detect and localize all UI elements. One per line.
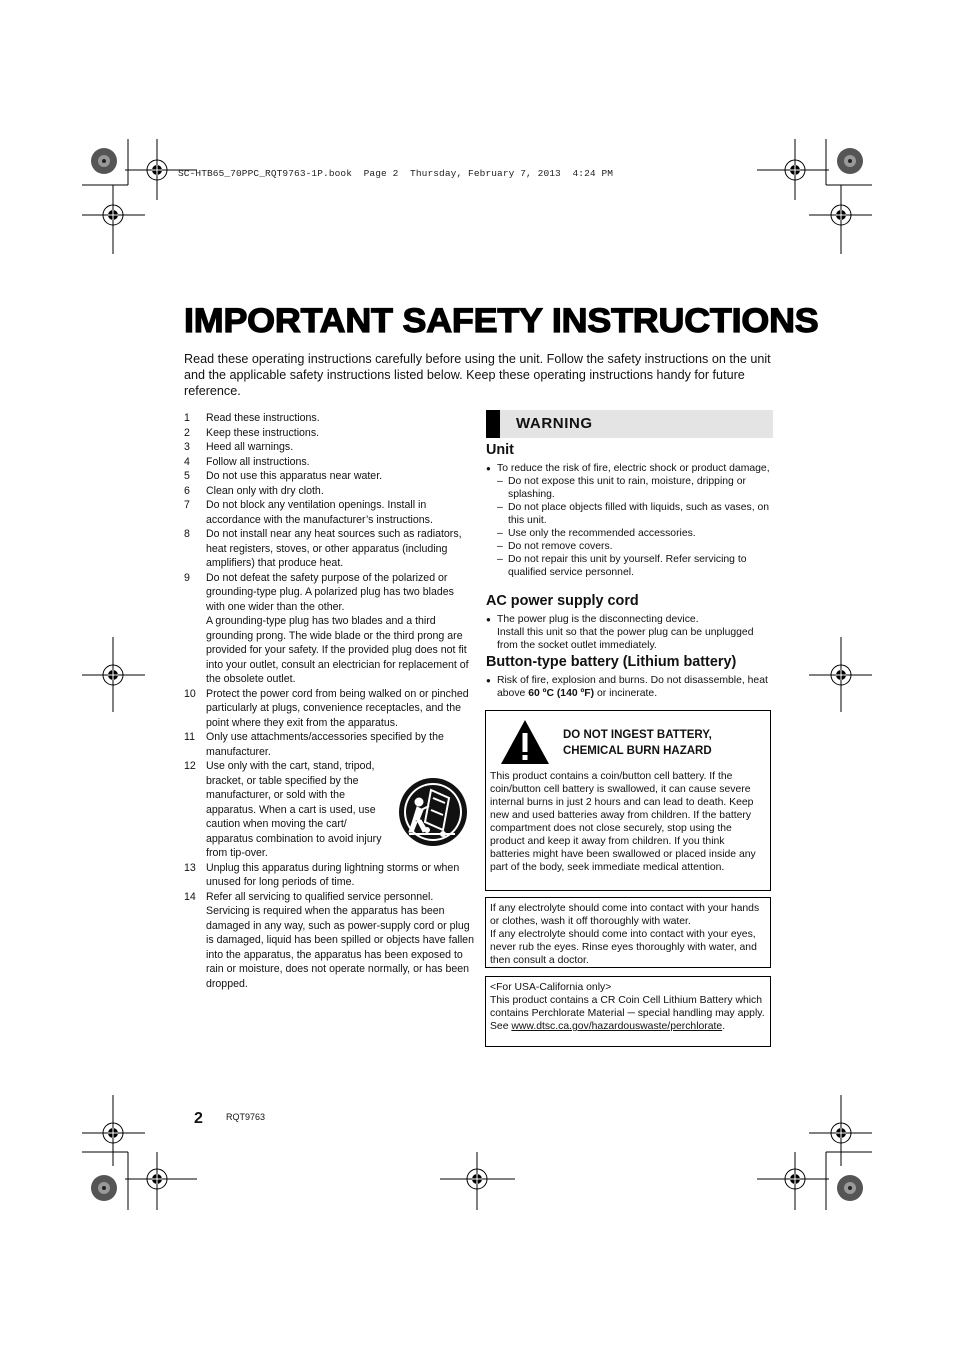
list-item (184, 527, 474, 571)
battery-warnings (486, 674, 774, 700)
list-item (184, 411, 474, 426)
sub-text: Use only the recommended accessories. (508, 528, 696, 539)
bullet-item (486, 613, 774, 652)
dash-icon: – (497, 554, 503, 565)
perchlorate-see-line (490, 1020, 766, 1033)
item-text: Do not block any ventilation openings. Install in accordance with the manufacturer’s instructions. (206, 499, 433, 526)
sub-item (486, 475, 774, 501)
item-text: Keep these instructions. (206, 426, 320, 439)
see-label: See (490, 1021, 512, 1032)
list-item (184, 455, 474, 470)
ingest-heading-line-1: DO NOT INGEST BATTERY, (563, 729, 712, 741)
instruction-list (184, 411, 474, 991)
list-item (184, 687, 474, 731)
item-text: Follow all instructions. (206, 455, 310, 468)
unit-heading: Unit (486, 442, 514, 458)
ingest-heading-line-2: CHEMICAL BURN HAZARD (563, 745, 712, 757)
item-number: 2 (184, 426, 190, 439)
list-item (184, 426, 474, 441)
sub-item (486, 527, 774, 540)
perchlorate-link[interactable]: www.dtsc.ca.gov/hazardouswaste/perchlorate (511, 1021, 723, 1032)
page-title: IMPORTANT SAFETY INSTRUCTIONS (184, 302, 819, 340)
warning-label: WARNING (516, 415, 593, 432)
unit-warnings (486, 462, 774, 579)
list-item (184, 890, 474, 992)
dash-icon: – (497, 541, 503, 552)
item-number: 5 (184, 470, 190, 482)
electrolyte-box (485, 897, 771, 968)
item-text: Only use attachments/accessories specified by the manufacturer. (206, 731, 444, 758)
electrolyte-text-2: If any electrolyte should come into contact with your eyes, never rub the eyes. Rinse eyes thoroughly with water, and then consult a doctor. (490, 929, 757, 966)
bullet-icon: ● (486, 676, 491, 685)
intro-paragraph: Read these operating instructions carefully before using the unit. Follow the safety instructions on the unit and the applicable safety instructions listed below. Keep these operating instructions handy for future reference. (184, 352, 771, 399)
bullet-text-continued: Install this unit so that the power plug can be unplugged from the socket outlet immediately. (497, 627, 754, 651)
sub-item (486, 553, 774, 579)
item-number: 10 (184, 687, 196, 700)
item-text-continued: A grounding-type plug has two blades and a third grounding prong. The wide blade or the third prong are provided for your safety. If the provided plug does not fit into your outlet, consult an electrician for replacement of the obsolete outlet. (206, 615, 469, 685)
item-text: Refer all servicing to qualified service personnel. Servicing is required when the apparatus has been damaged in any way, such as power-supply cord or plug is damaged, liquid has been spilled or objects have fallen into the apparatus, the apparatus has been exposed to rain or moisture, does not operate normally, or has been dropped. (206, 890, 474, 990)
link-period: . (722, 1021, 726, 1032)
item-number: 11 (184, 731, 195, 743)
bullet-icon: ● (486, 464, 491, 473)
warning-triangle-icon (500, 719, 550, 765)
bullet-item (486, 462, 774, 475)
item-number: 4 (184, 455, 190, 468)
bullet-item (486, 674, 774, 700)
list-item (184, 440, 474, 455)
bullet-text: Risk of fire, explosion and burns. Do not disassemble, heat above (497, 675, 768, 699)
item-number: 6 (184, 484, 190, 497)
dash-icon: – (497, 502, 503, 513)
california-label: <For USA-California only> (490, 982, 612, 993)
warning-bar-marker (486, 410, 500, 438)
battery-heading: Button-type battery (Lithium battery) (486, 654, 737, 670)
ac-cord-warnings (486, 613, 774, 652)
california-box (485, 976, 771, 1047)
sub-item (486, 501, 774, 527)
item-text: Heed all warnings. (206, 441, 294, 453)
item-text: Unplug this apparatus during lightning storms or when unused for long periods of time. (206, 861, 460, 888)
list-item (184, 469, 474, 484)
ingest-heading (563, 727, 712, 759)
item-number: 12 (184, 760, 196, 772)
item-number: 7 (184, 499, 190, 511)
item-number: 9 (184, 571, 190, 584)
warning-banner (486, 410, 773, 438)
item-number: 1 (184, 412, 190, 424)
ingest-battery-warning-box (485, 710, 771, 891)
bullet-text: To reduce the risk of fire, electric shock or product damage, (497, 463, 770, 474)
sub-text: Do not repair this unit by yourself. Refer servicing to qualified service personnel. (508, 554, 747, 578)
list-item (184, 498, 474, 527)
ingest-body: This product contains a coin/button cell battery. If the coin/button cell battery is swallowed, it can cause severe internal burns in just 2 hours and can lead to death. Keep new and used batteries away from children. If the battery compartment does not close securely, stop using the product and keep it away from children. If you think batteries might have been swallowed or placed inside any part of the body, seek immediate medical attention. (490, 771, 756, 873)
sub-text: Do not expose this unit to rain, moisture, dripping or splashing. (508, 476, 746, 500)
electrolyte-text-1: If any electrolyte should come into contact with your hands or clothes, wash it off thoroughly with water. (490, 903, 760, 927)
item-text: Protect the power cord from being walked on or pinched particularly at plugs, convenience receptacles, and the point where they exit from the apparatus. (206, 687, 469, 729)
ac-cord-heading: AC power supply cord (486, 593, 639, 609)
book-slug-header: SC-HTB65_70PPC_RQT9763-1P.book Page 2 Thursday, February 7, 2013 4:24 PM (178, 168, 614, 179)
bullet-text: The power plug is the disconnecting device. (497, 614, 699, 625)
list-item (184, 571, 474, 687)
list-item (184, 861, 474, 890)
cart-tipover-icon (397, 776, 469, 848)
perchlorate-text: This product contains a CR Coin Cell Lithium Battery which contains Perchlorate Material ─ special handling may apply. (490, 995, 765, 1019)
item-number: 8 (184, 528, 190, 540)
item-number: 14 (184, 890, 196, 903)
temperature-limit: 60 ºC (140 ºF) (528, 688, 595, 699)
item-text: Use only with the cart, stand, tripod, bracket, or table specified by the manufacturer, or sold with the apparatus. When a cart is used, use caution when moving the cart/ apparatus combination to avoid injury from tip-over. (206, 760, 382, 859)
sub-text: Do not remove covers. (508, 541, 613, 552)
list-item (184, 484, 474, 499)
bullet-text-end: or incinerate. (594, 688, 658, 699)
sub-item (486, 540, 774, 553)
item-text: Do not use this apparatus near water. (206, 470, 383, 482)
item-text: Read these instructions. (206, 412, 320, 424)
document-code: RQT9763 (226, 1112, 266, 1122)
item-number: 13 (184, 861, 196, 874)
sub-text: Do not place objects filled with liquids, such as vases, on this unit. (508, 502, 770, 526)
page-number: 2 (194, 1110, 203, 1127)
item-text: Do not defeat the safety purpose of the polarized or grounding-type plug. A polarized plug has two blades with one wider than the other. (206, 571, 454, 613)
dash-icon: – (497, 528, 503, 539)
bullet-icon: ● (486, 615, 491, 624)
list-item (184, 730, 474, 759)
dash-icon: – (497, 476, 503, 487)
item-text: Clean only with dry cloth. (206, 484, 324, 497)
item-text: Do not install near any heat sources such as radiators, heat registers, stoves, or other apparatus (including amplifiers) that produce heat. (206, 528, 462, 569)
item-number: 3 (184, 441, 190, 453)
